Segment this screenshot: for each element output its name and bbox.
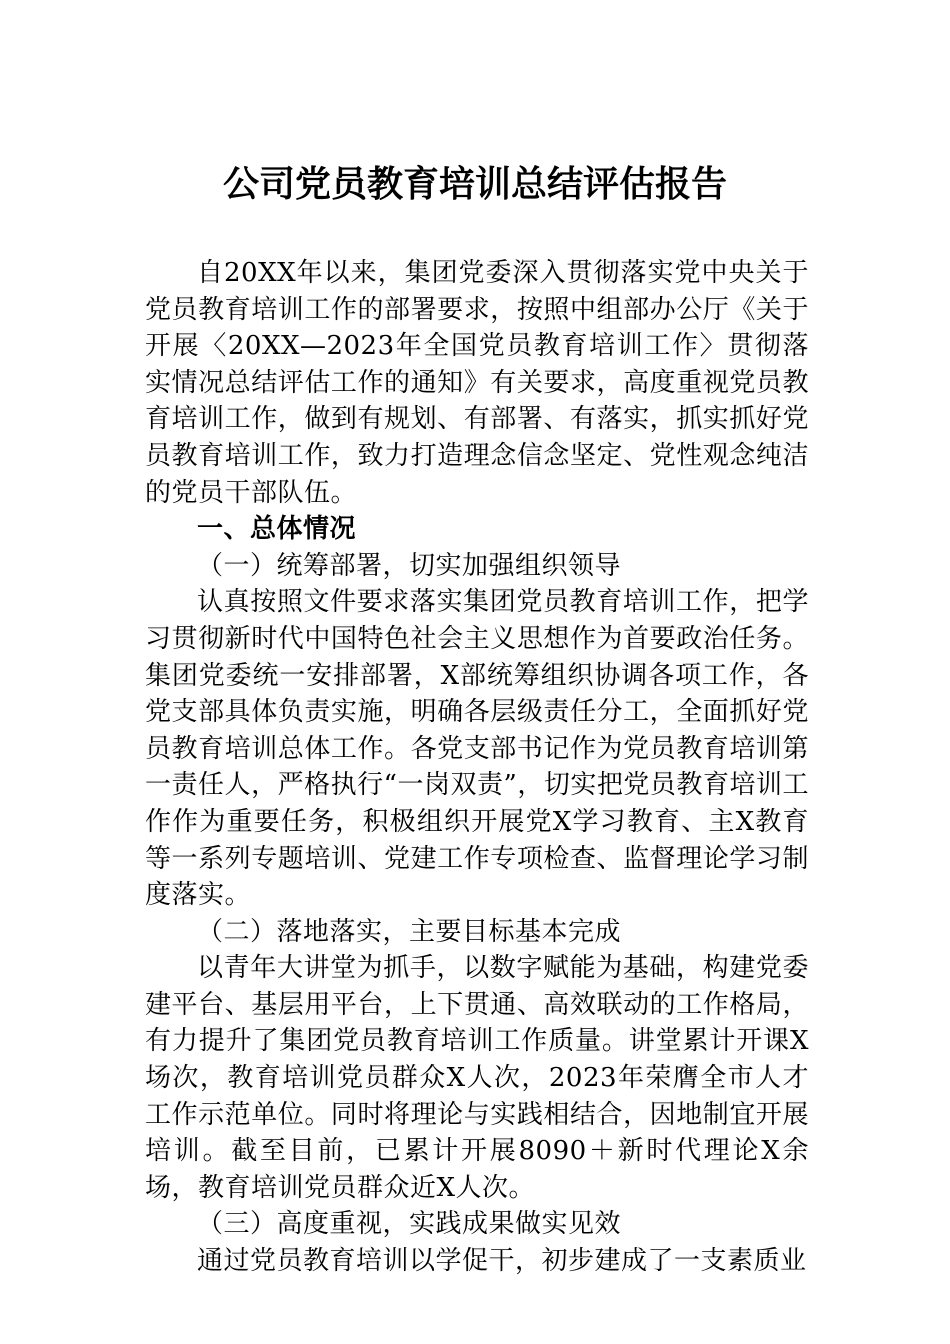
subsection-paragraph-2: 以青年大讲堂为抓手，以数字赋能为基础，构建党委建平台、基层用平台，上下贯通、高效联动的工作格局，有力提升了集团党员教育培训工作质量。讲堂累计开课X场次，教育培训党员群众X人次，2023年荣膺全市人才工作示范单位。同时将理论与实践相结合，因地制宜开展培训。截至目前，已累计开展8090＋新时代理论X余场，教育培训党员群众近X人次。 <box>145 953 809 1203</box>
document-title: 公司党员教育培训总结评估报告 <box>222 164 727 205</box>
section-heading-overall: 一、总体情况 <box>197 514 357 545</box>
document-body <box>145 255 809 1280</box>
subsection-paragraph-3: 通过党员教育培训以学促干，初步建成了一支素质业 <box>197 1246 807 1277</box>
subsection-heading-1: （一）统筹部署，切实加强组织领导 <box>197 550 622 581</box>
subsection-paragraph-1: 认真按照文件要求落实集团党员教育培训工作，把学习贯彻新时代中国特色社会主义思想作为首要政治任务。集团党委统一安排部署，X部统筹组织协调各项工作，各党支部具体负责实施，明确各层级责任分工，全面抓好党员教育培训总体工作。各党支部书记作为党员教育培训第一责任人，严格执行“一岗双责”，切实把党员教育培训工作作为重要任务，积极组织开展党X学习教育、主X教育等一系列专题培训、党建工作专项检查、监督理论学习制度落实。 <box>145 587 809 911</box>
subsection-heading-2: （二）落地落实，主要目标基本完成 <box>197 916 622 947</box>
intro-paragraph: 自20XX年以来，集团党委深入贯彻落实党中央关于党员教育培训工作的部署要求，按照中组部办公厅《关于开展〈20XX—2023年全国党员教育培训工作〉贯彻落实情况总结评估工作的通知》有关要求，高度重视党员教育培训工作，做到有规划、有部署、有落实，抓实抓好党员教育培训工作，致力打造理念信念坚定、党性观念纯洁的党员干部队伍。 <box>145 258 809 508</box>
subsection-heading-3: （三）高度重视，实践成果做实见效 <box>197 1209 622 1240</box>
